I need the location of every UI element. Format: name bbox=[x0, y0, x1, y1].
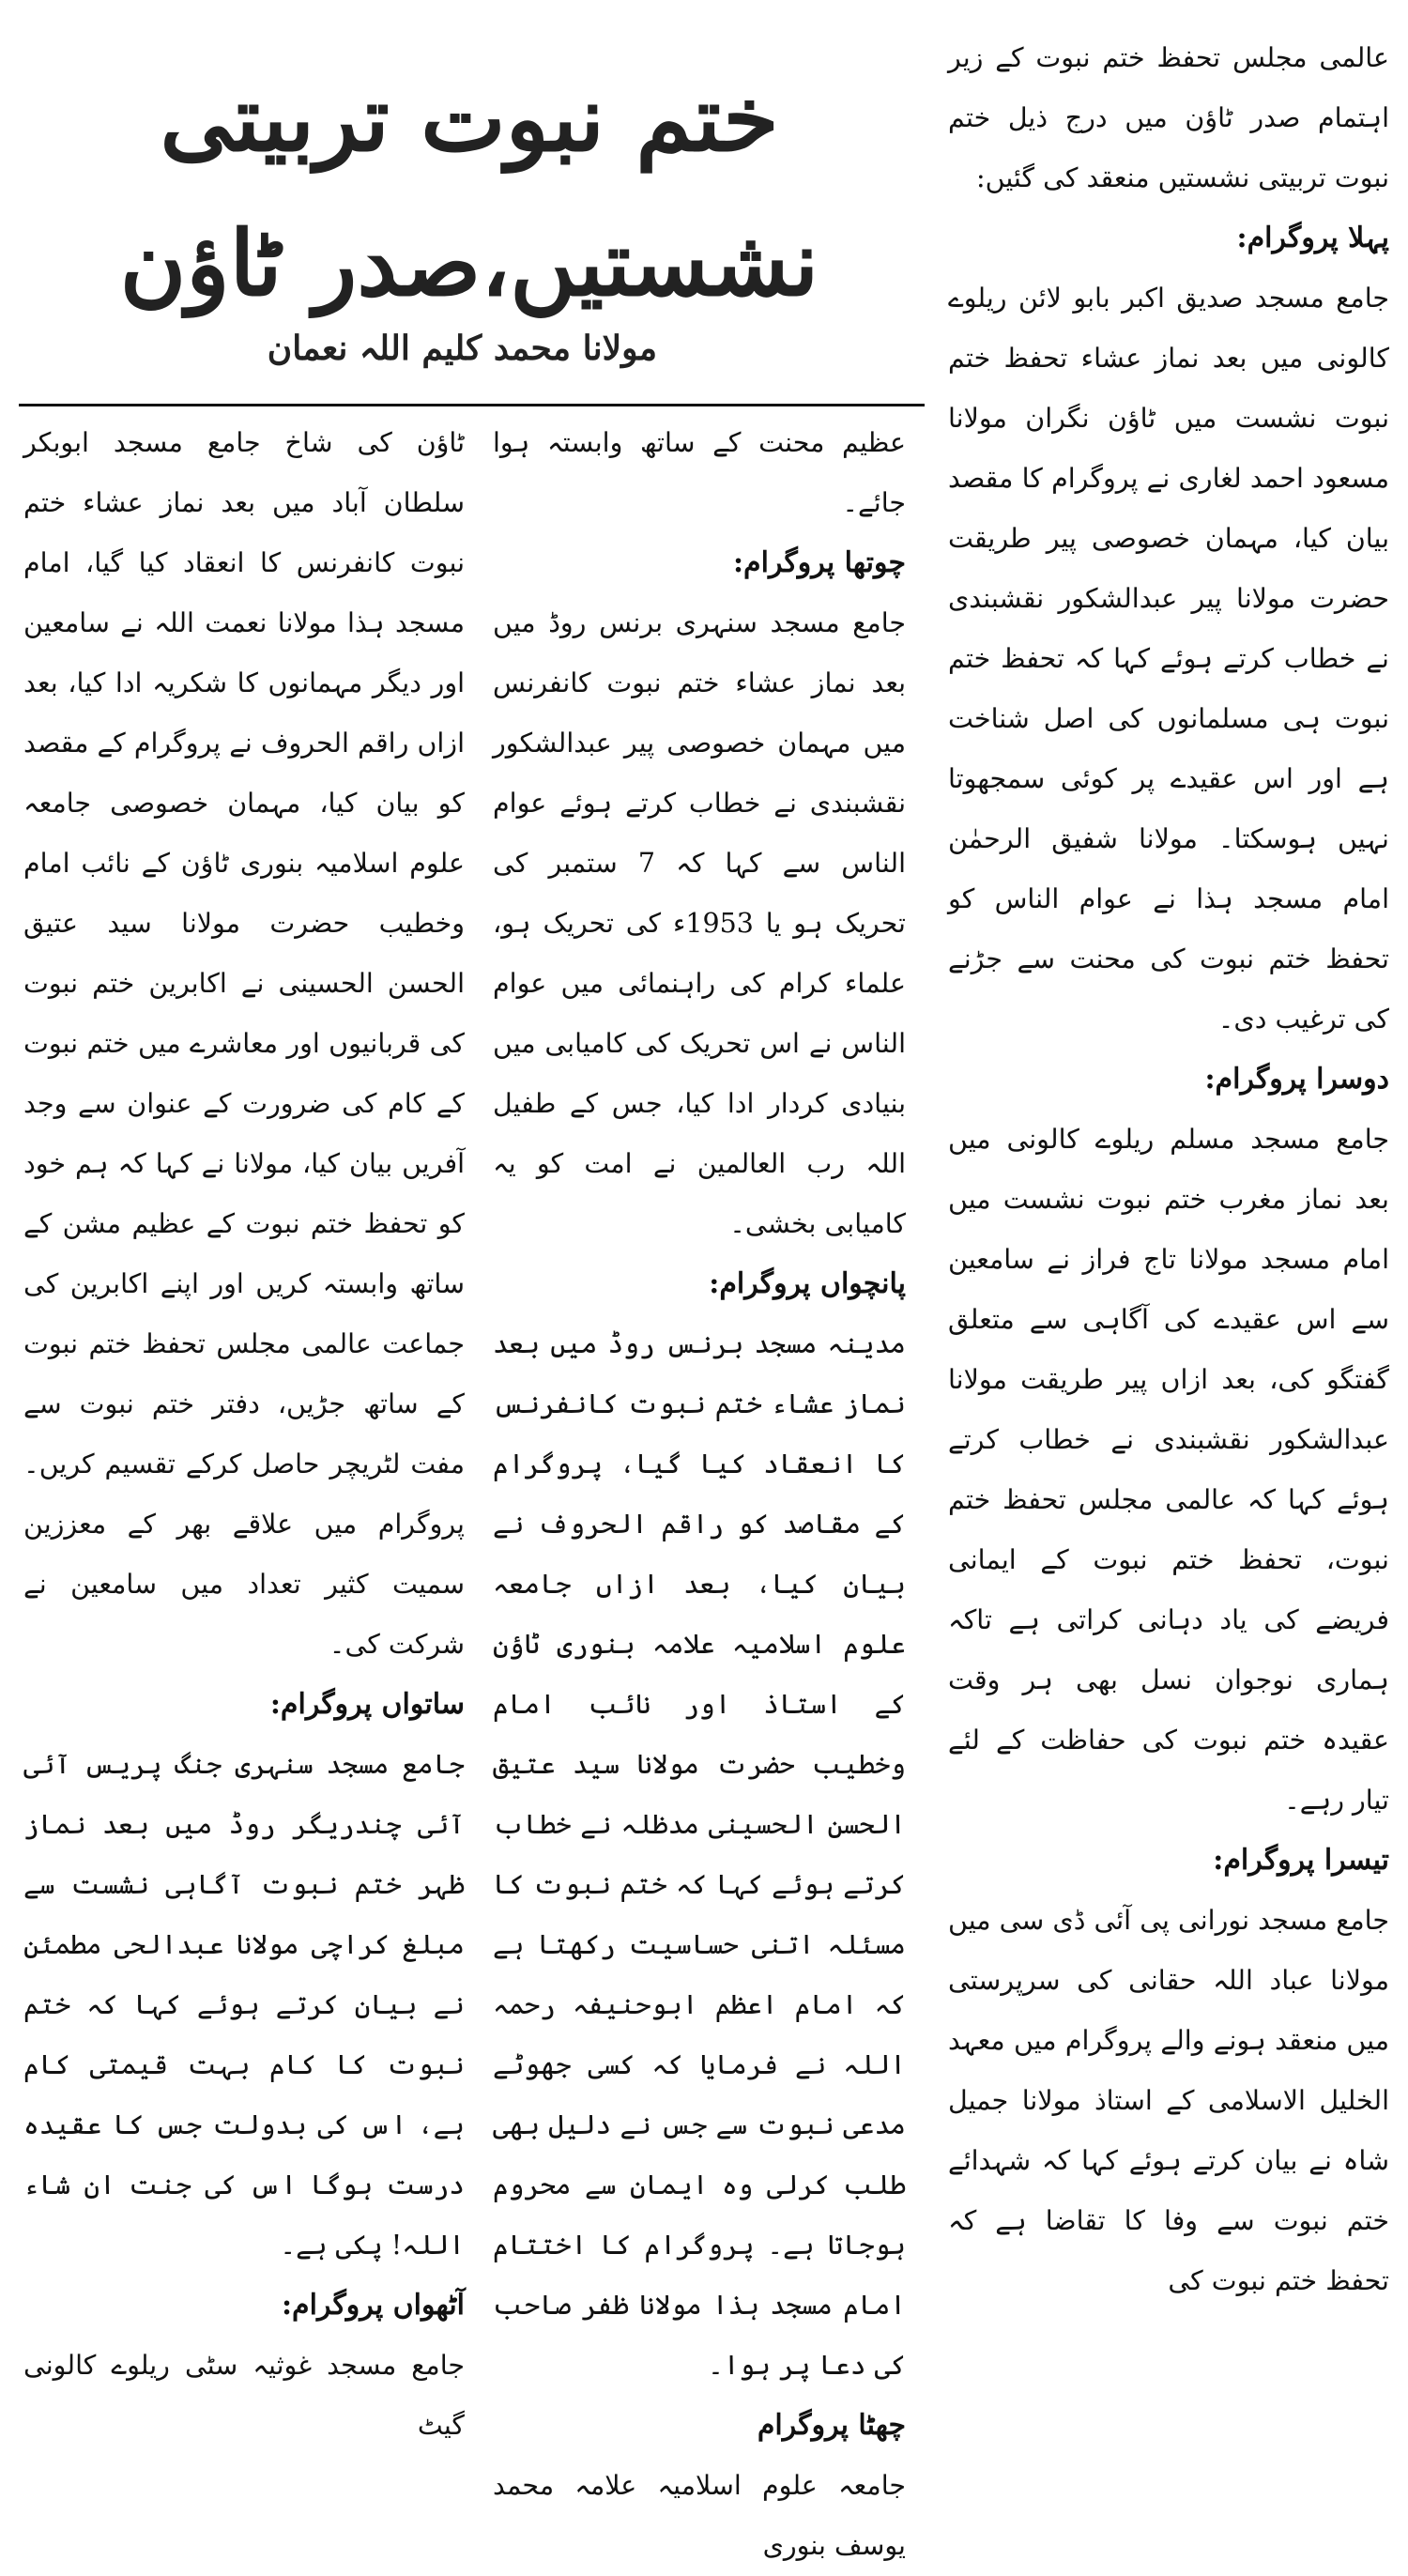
heading-program-6: چھٹا پروگرام bbox=[757, 2409, 906, 2442]
byline-divider bbox=[19, 404, 925, 406]
column-middle bbox=[493, 413, 906, 2561]
heading-program-7: ساتواں پروگرام: bbox=[269, 1688, 465, 1721]
column-right bbox=[948, 28, 1389, 2296]
paragraph-program-8: جامع مسجد غوثیہ سٹی ریلوے کالونی گیٹ bbox=[23, 2350, 465, 2441]
paragraph-program-2: جامع مسجد مسلم ریلوے کالونی میں بعد نماز مغرب ختم نبوت نشست میں امام مسجد مولانا تاج فراز نے سامعین سے اس عقیدے کی آگاہی سے متعلق گفتگو کی، بعد ازاں پیر طریقت مولانا عبدالشکور نقشبندی نے خطاب کرتے ہوئے کہا کہ عالمی مجلس تحفظ ختم نبوت، تحفظ ختم نبوت کے ایمانی فریضے کی یاد دہانی کراتی ہے تاکہ ہماری نوجوان نسل بھی ہر وقت عقیدہ ختم نبوت کی حفاظت کے لئے تیار رہے۔ bbox=[948, 1124, 1389, 1816]
heading-program-4: چوتھا پروگرام: bbox=[732, 546, 906, 579]
paragraph-program-3: جامع مسجد نورانی پی آئی ڈی سی میں مولانا عباد اللہ حقانی کی سرپرستی میں منعقد ہونے والے پروگرام میں معہد الخلیل الاسلامی کے استاذ مولانا جمیل شاہ نے بیان کرتے ہوئے کہا کہ شہدائے ختم نبوت سے وفا کا تقاضا ہے کہ تحفظ ختم نبوت کی bbox=[948, 1905, 1389, 2296]
paragraph-program-3-continued: عظیم محنت کے ساتھ وابستہ ہوا جائے۔ bbox=[493, 427, 906, 518]
column-left bbox=[23, 413, 466, 2441]
intro-paragraph: عالمی مجلس تحفظ ختم نبوت کے زیر اہتمام صدر ٹاؤن میں درج ذیل ختم نبوت تربیتی نشستیں منعقد کی گئیں: bbox=[948, 42, 1389, 193]
heading-program-8: آٹھواں پروگرام: bbox=[281, 2289, 465, 2322]
heading-program-1: پہلا پروگرام: bbox=[1236, 222, 1389, 254]
paragraph-program-1: جامع مسجد صدیق اکبر بابو لائن ریلوے کالونی میں بعد نماز عشاء تحفظ ختم نبوت نشست میں ٹاؤن نگران مولانا مسعود احمد لغاری نے پروگرام کا مقصد بیان کیا، مہمان خصوصی پیر طریقت حضرت مولانا پیر عبدالشکور نقشبندی نے خطاب کرتے ہوئے کہا کہ تحفظ ختم نبوت ہی مسلمانوں کی اصل شناخت ہے اور اس عقیدے پر کوئی سمجھوتا نہیں ہوسکتا۔ مولانا شفیق الرحمٰن امام مسجد ہذا نے عوام الناس کو تحفظ ختم نبوت کی محنت سے جڑنے کی ترغیب دی۔ bbox=[948, 283, 1389, 1035]
article-title: ختم نبوت تربیتی نشستیں،صدر ٹاؤن bbox=[119, 66, 819, 316]
heading-program-2: دوسرا پروگرام: bbox=[1204, 1063, 1389, 1096]
heading-program-3: تیسرا پروگرام: bbox=[1213, 1844, 1389, 1877]
paragraph-program-6-continued: ٹاؤن کی شاخ جامع مسجد ابوبکر سلطان آباد میں بعد نماز عشاء ختم نبوت کانفرنس کا انعقاد کیا گیا، امام مسجد ہذا مولانا نعمت اللہ نے سامعین اور دیگر مہمانوں کا شکریہ ادا کیا، بعد ازاں راقم الحروف نے پروگرام کے مقصد کو بیان کیا، مہمان خصوصی جامعہ علوم اسلامیہ بنوری ٹاؤن کے نائب امام وخطیب حضرت مولانا سید عتیق الحسن الحسینی نے اکابرین ختم نبوت کی قربانیوں اور معاشرے میں ختم نبوت کے کام کی ضرورت کے عنوان سے وجد آفریں بیان کیا، مولانا نے کہا کہ ہم خود کو تحفظ ختم نبوت کے عظیم مشن کے ساتھ وابستہ کریں اور اپنے اکابرین کی جماعت عالمی مجلس تحفظ ختم نبوت کے ساتھ جڑیں، دفتر ختم نبوت سے مفت لٹریچر حاصل کرکے تقسیم کریں۔ پروگرام میں علاقے بھر کے معززین سمیت کثیر تعداد میں سامعین نے شرکت کی۔ bbox=[23, 427, 466, 1660]
article-byline: مولانا محمد کلیم اللہ نعمان bbox=[267, 329, 657, 368]
paragraph-program-5: مدینہ مسجد برنس روڈ میں بعد نماز عشاء ختم نبوت کانفرنس کا انعقاد کیا گیا، پروگرام کے مقاصد کو راقم الحروف نے بیان کیا، بعد ازاں جامعہ علوم اسلامیہ علامہ بنوری ٹاؤن کے استاذ اور نائب امام وخطیب حضرت مولانا سید عتیق الحسن الحسینی مدظلہ نے خطاب کرتے ہوئے کہا کہ ختم نبوت کا مسئلہ اتنی حساسیت رکھتا ہے کہ امام اعظم ابوحنیفہ رحمہ اللہ نے فرمایا کہ کسی جھوٹے مدعی نبوت سے جس نے دلیل بھی طلب کرلی وہ ایمان سے محروم ہوجاتا ہے۔ پروگرام کا اختتام امام مسجد ہذا مولانا ظفر صاحب کی دعا پر ہوا۔ bbox=[493, 1328, 906, 2381]
paragraph-program-7: جامع مسجد سنہری جنگ پریس آئی آئی چندریگر روڈ میں بعد نماز ظہر ختم نبوت آگاہی نشست سے مبلغ کراچی مولانا عبدالحی مطمئن نے بیان کرتے ہوئے کہا کہ ختم نبوت کا کام بہت قیمتی کام ہے، اس کی بدولت جس کا عقیدہ درست ہوگا اس کی جنت ان شاء اللہ! پکی ہے۔ bbox=[23, 1749, 465, 2261]
paragraph-program-4: جامع مسجد سنہری برنس روڈ میں بعد نماز عشاء ختم نبوت کانفرنس میں مہمان خصوصی پیر عبدالشکور نقشبندی نے خطاب کرتے ہوئے عوام الناس سے کہا کہ 7 ستمبر کی تحریک ہو یا 1953ء کی تحریک ہو، علماء کرام کی راہنمائی میں عوام الناس نے اس تحریک کی کامیابی میں بنیادی کردار ادا کیا، جس کے طفیل اللہ رب العالمین نے امت کو یہ کامیابی بخشی۔ bbox=[493, 607, 906, 1239]
paragraph-program-6: جامعہ علوم اسلامیہ علامہ محمد یوسف بنوری bbox=[493, 2470, 906, 2561]
heading-program-5: پانچواں پروگرام: bbox=[709, 1267, 906, 1300]
